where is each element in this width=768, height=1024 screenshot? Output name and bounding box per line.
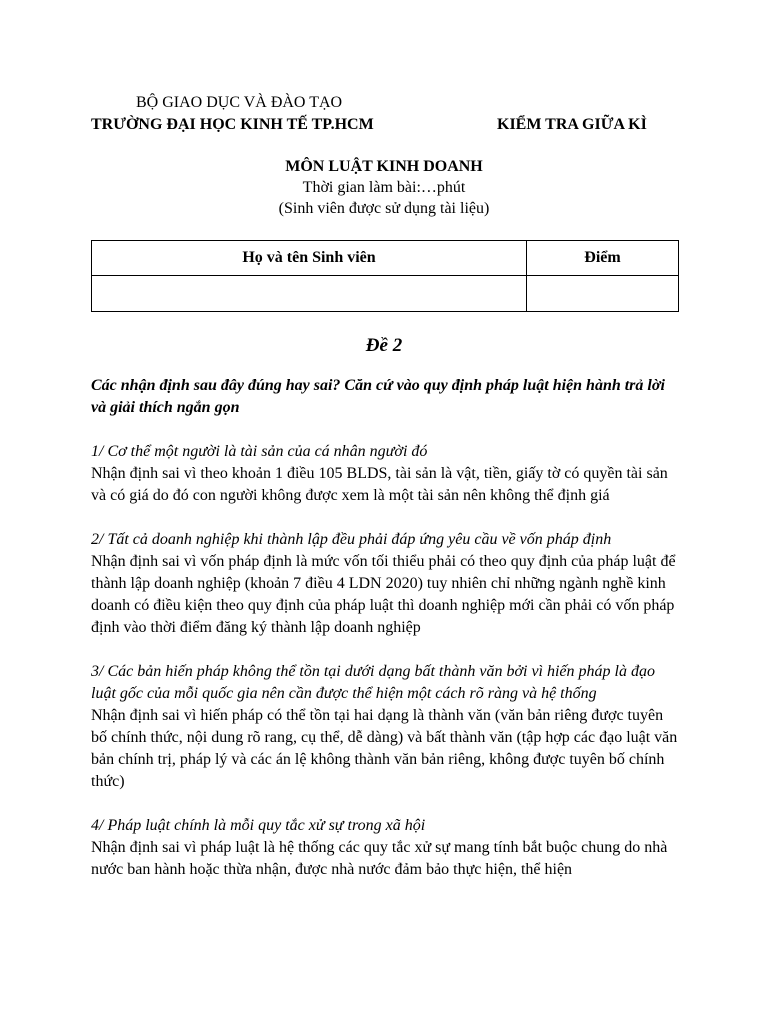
answer-1: Nhận định sai vì theo khoản 1 điều 105 BLDS, tài sản là vật, tiền, giấy tờ có quyền tài sản và có giá do đó con người không được xem là một tài sản nên không thể định giá (91, 465, 668, 504)
subject-title: MÔN LUẬT KINH DOANH (285, 158, 483, 175)
time-line: Thời gian làm bài:…phút (302, 179, 466, 196)
exam-content (91, 375, 681, 881)
question-3: 3/ Các bản hiến pháp không thể tồn tại dưới dạng bất thành văn bởi vì hiến pháp là đạo luật gốc của mỗi quốc gia nên cần được thể hiện một cách rõ ràng và hệ thống (91, 663, 655, 702)
university-name: TRƯỜNG ĐẠI HỌC KINH TẾ TP.HCM (91, 116, 374, 133)
answer-3: Nhận định sai vì hiến pháp có thể tồn tại hai dạng là thành văn (văn bản riêng được tuyên bố chính thức, nội dung rõ rang, cụ thể, dễ dàng) và bất thành văn (tập hợp các đạo luật văn bản chính trị, pháp lý và các án lệ không thành văn bản riêng, không được tuyên bố chính thức) (91, 707, 678, 790)
question-1: 1/ Cơ thể một người là tài sản của cá nhân người đó (91, 443, 428, 460)
exam-type: KIỂM TRA GIỮA KÌ (497, 116, 647, 133)
instruction: Các nhận định sau đây đúng hay sai? Căn cứ vào quy định pháp luật hiện hành trả lời và giải thích ngắn gọn (91, 377, 665, 416)
materials-note: (Sinh viên được sử dụng tài liệu) (278, 200, 490, 217)
score-cell (527, 276, 679, 312)
student-name-header: Họ và tên Sinh viên (92, 241, 527, 276)
question-2: 2/ Tất cả doanh nghiệp khi thành lập đều phải đáp ứng yêu cầu về vốn pháp định (91, 531, 612, 548)
table-header-row (92, 241, 679, 276)
answer-4: Nhận định sai vì pháp luật là hệ thống các quy tắc xử sự mang tính bắt buộc chung do nhà nước ban hành hoặc thừa nhận, được nhà nước đảm bảo thực hiện, thể hiện (91, 839, 668, 878)
answer-2: Nhận định sai vì vốn pháp định là mức vốn tối thiểu phải có theo quy định của pháp luật để thành lập doanh nghiệp (khoản 7 điều 4 LDN 2020) tuy nhiên chỉ những ngành nghề kinh doanh có điều kiện theo quy định của pháp luật thì doanh nghiệp mới cần phải có vốn pháp định vào thời điểm đăng ký thành lập doanh nghiệp (91, 553, 676, 636)
table-blank-row (92, 276, 679, 312)
score-header: Điểm (527, 241, 679, 276)
question-4: 4/ Pháp luật chính là mỗi quy tắc xử sự trong xã hội (91, 817, 426, 834)
student-info-table (91, 240, 679, 312)
exam-code: Đề 2 (365, 335, 403, 356)
ministry-name: BỘ GIAO DỤC VÀ ĐÀO TẠO (136, 94, 343, 111)
student-name-cell (92, 276, 527, 312)
